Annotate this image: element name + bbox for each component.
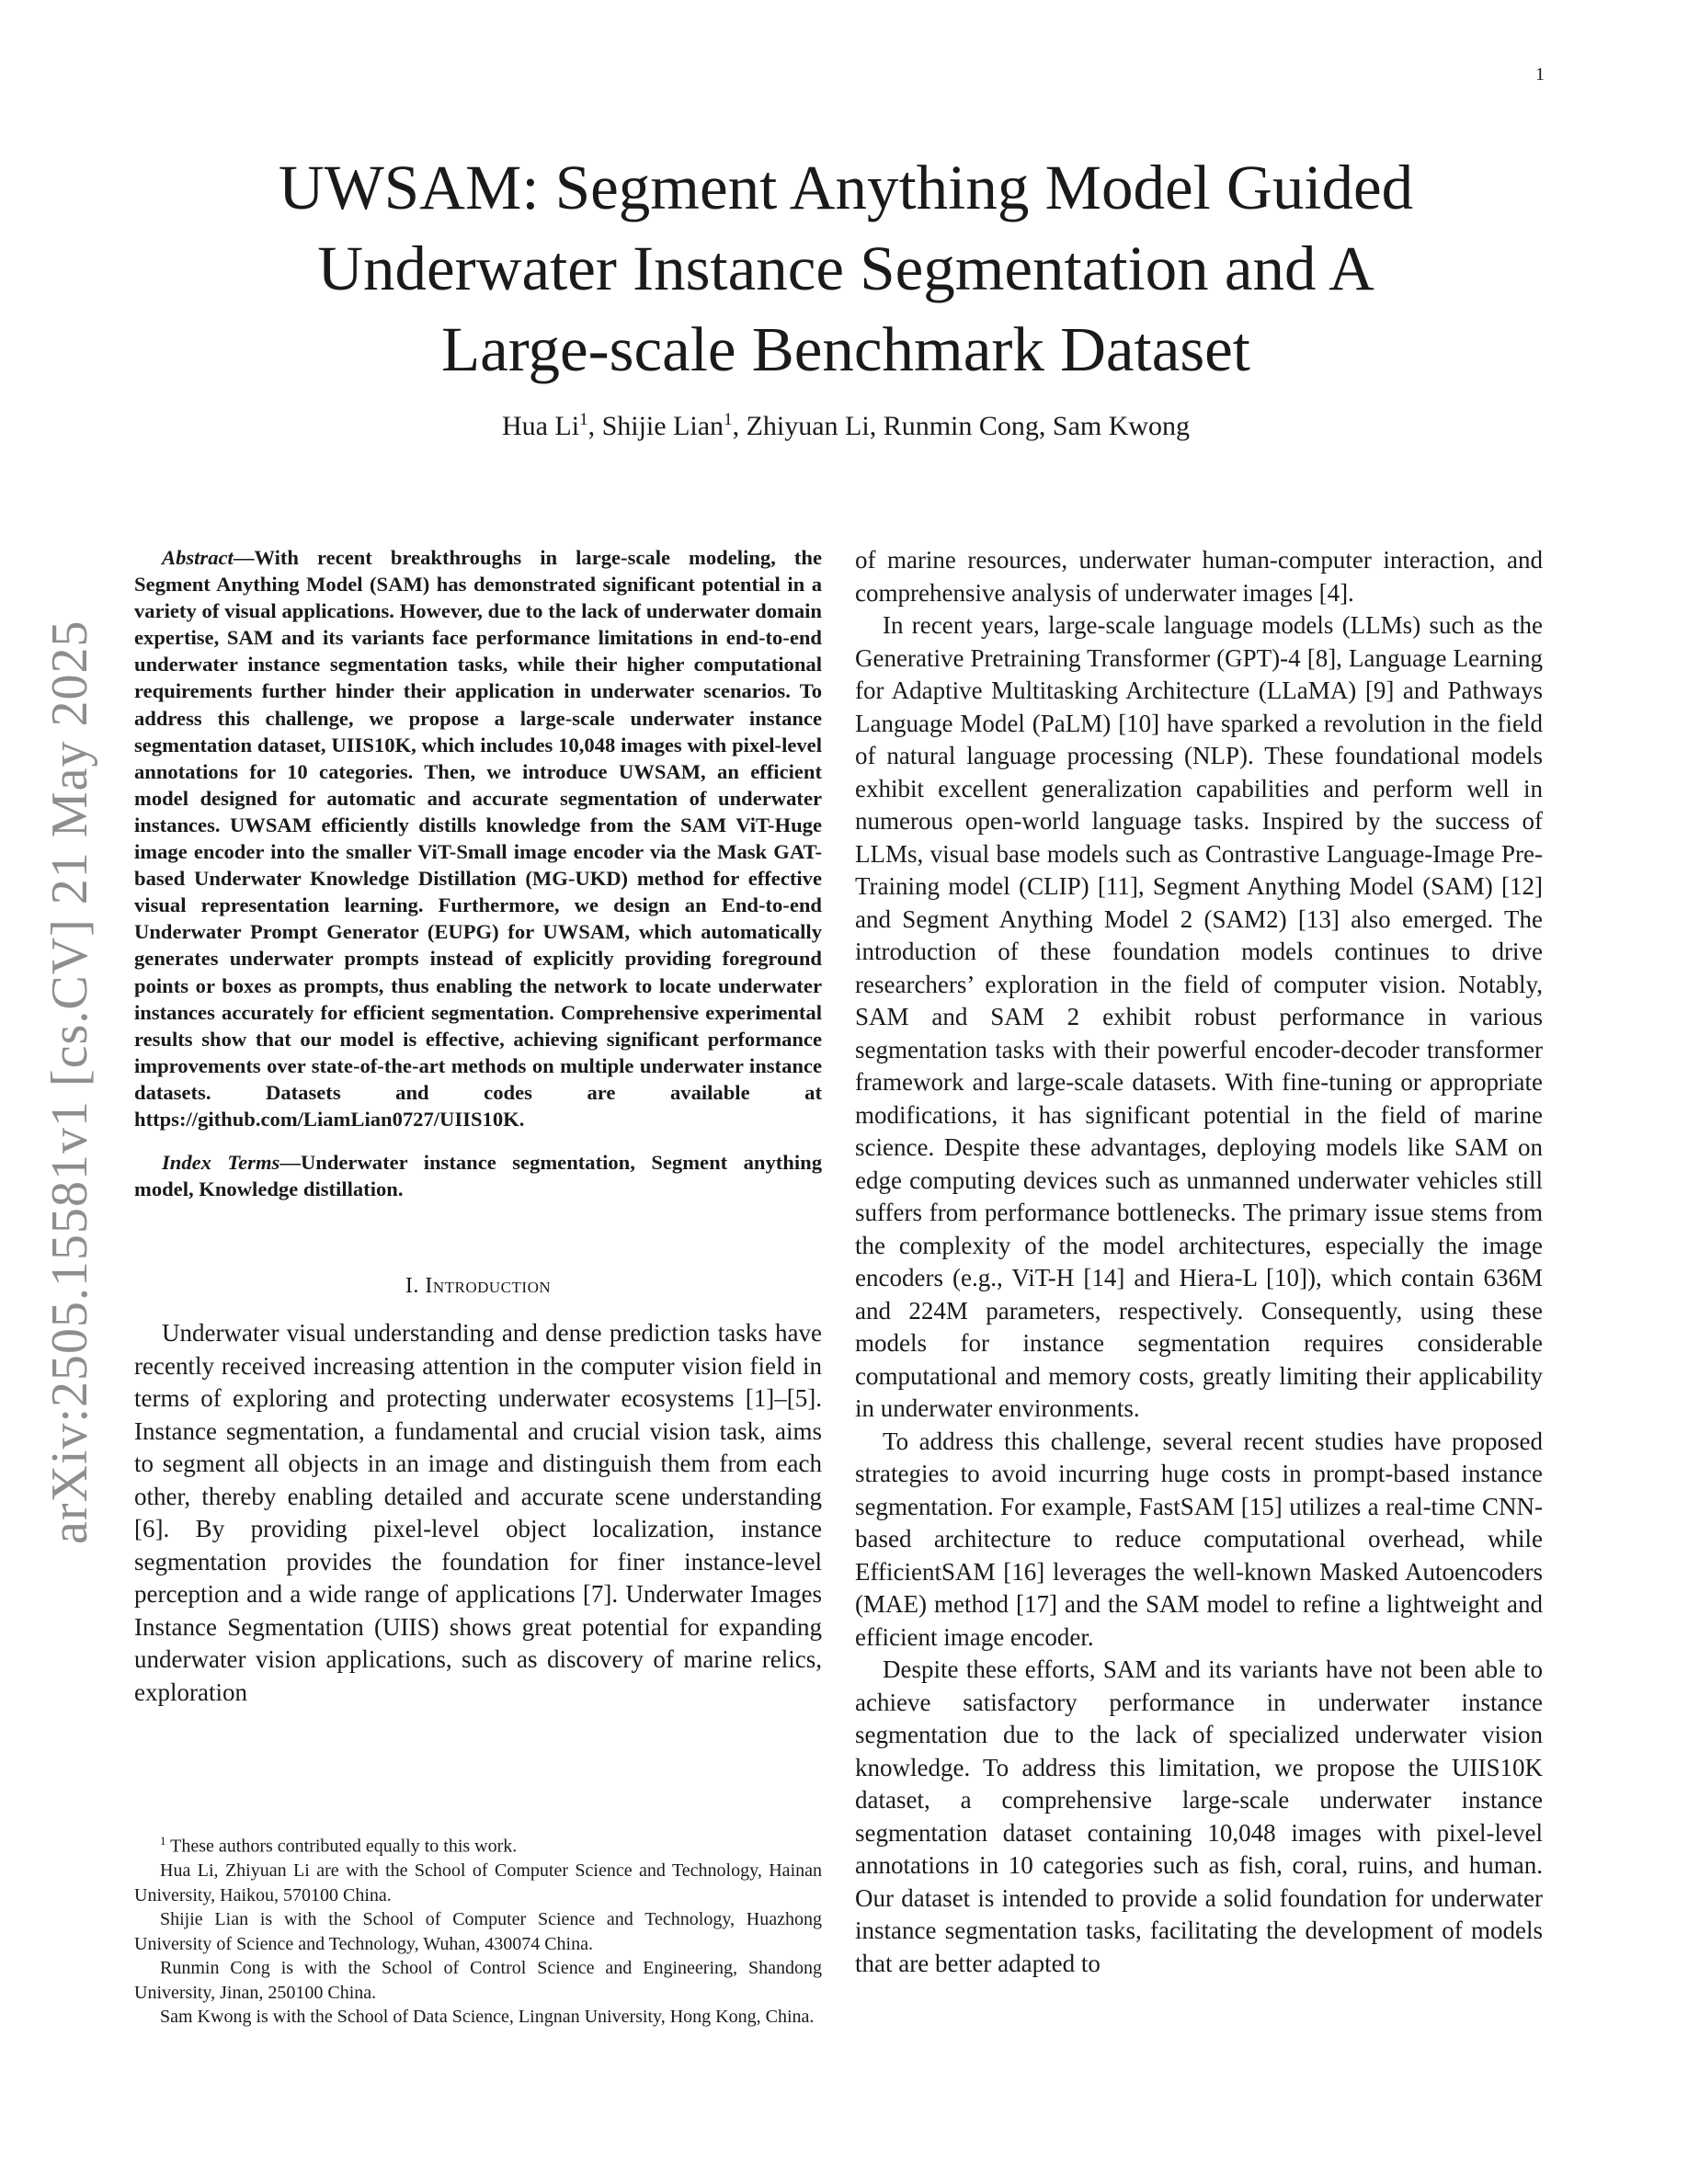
paper-title — [165, 147, 1526, 390]
footnote-mark: 1 — [160, 1834, 166, 1848]
section-numeral: I. — [405, 1274, 419, 1299]
body-paragraph: In recent years, large-scale language models (LLMs) such as the Generative Pretraining Transformer (GPT)-4 [8], Language Learning for Adaptive Multitasking Architecture (LLaMA) [9] and Pathways Language Model (PaLM) [10] have sparked a revolution in the field of natural language processing (NLP). These foundational models exhibit excellent generalization capabilities and perform well in numerous open-world language tasks. Inspired by the success of LLMs, visual base models such as Contrastive Language-Image Pre-Training model (CLIP) [11], Segment Anything Model (SAM) [12] and Segment Anything Model 2 (SAM2) [13] also emerged. The introduction of these foundation models continues to drive researchers’ exploration in the field of computer vision. Notably, SAM and SAM 2 exhibit robust performance in various segmentation tasks with their powerful encoder-decoder transformer framework and large-scale datasets. With fine-tuning or appropriate modifications, it has significant potential in the field of marine science. Despite these advantages, deploying models like SAM on edge computing devices such as unmanned underwater vehicles still suffers from performance bottlenecks. The primary issue stems from the complexity of the model architectures, especially the image encoders (e.g., ViT-H [14] and Hiera-L [10]), which contain 636M and 224M parameters, respectively. Consequently, using these models for instance segmentation requires considerable computational and memory costs, greatly limiting their applicability in underwater environments. — [855, 611, 1543, 1422]
section-title: Introduction — [425, 1274, 552, 1299]
author-names: , Zhiyuan Li, Runmin Cong, Sam Kwong — [732, 411, 1191, 441]
right-column — [855, 544, 1543, 1980]
index-terms-label: Index Terms — [162, 1151, 280, 1175]
body-paragraph: of marine resources, underwater human-computer interaction, and comprehensive analysis of underwater images [4]. — [855, 546, 1543, 607]
abstract — [134, 544, 822, 1132]
author-name: Hua Li — [501, 411, 580, 441]
footnote: Sam Kwong is with the School of Data Science, Lingnan University, Hong Kong, China. — [160, 2007, 815, 2028]
intro-paragraph: Underwater visual understanding and dense prediction tasks have recently received increasing attention in the computer vision field in terms of exploring and protecting underwater ecosystems [1]–[5]. Instance segmentation, a fundamental and crucial vision task, aims to segment all objects in an image and distinguish them from each other, thereby enabling detailed and accurate scene understanding [6]. By providing pixel-level object localization, instance segmentation provides the foundation for finer instance-level perception and a wide range of applications [7]. Underwater Images Instance Segmentation (UIIS) shows great potential for expanding underwater vision applications, such as discovery of marine relics, exploration — [134, 1319, 822, 1706]
title-line: UWSAM: Segment Anything Model Guided — [278, 153, 1414, 222]
left-column — [134, 544, 822, 1709]
body-paragraph: To address this challenge, several recent studies have proposed strategies to avoid incurring huge costs in prompt-based instance segmentation. For example, FastSAM [15] utilizes a real-time CNN-based architecture to reduce computational overhead, while EfficientSAM [16] leverages the well-known Masked Autoencoders (MAE) method [17] and the SAM model to refine a lightweight and efficient image encoder. — [855, 1427, 1543, 1651]
author-list — [165, 410, 1526, 442]
footnote: Runmin Cong is with the School of Control Science and Engineering, Shandong University, Jinan, 250100 China. — [134, 1958, 822, 2003]
index-terms-text: —Underwater instance segmentation, Segment anything model, Knowledge distillation. — [134, 1151, 823, 1201]
footnote-text: These authors contributed equally to this work. — [165, 1836, 518, 1857]
abstract-label: Abstract — [162, 546, 234, 569]
section-heading-introduction — [134, 1274, 822, 1299]
body-paragraph: Despite these efforts, SAM and its variants have not been able to achieve satisfactory performance in underwater instance segmentation due to the lack of specialized underwater vision knowledge. To address this limitation, we propose the UIIS10K dataset, a comprehensive large-scale underwater instance segmentation dataset containing 10,048 images with pixel-level annotations in 10 categories such as fish, coral, ruins, and human. Our dataset is intended to provide a solid foundation for underwater instance segmentation tasks, facilitating the development of models that are better adapted to — [855, 1655, 1543, 1977]
title-line: Large-scale Benchmark Dataset — [441, 314, 1250, 384]
abstract-text: —With recent breakthroughs in large-scale modeling, the Segment Anything Model (SAM) has demonstrated significant potential in a variety of visual applications. However, due to the lack of underwater domain expertise, SAM and its variants face performance limitations in end-to-end underwater instance segmentation tasks, while their higher computational requirements further hinder their application in underwater scenarios. To address this challenge, we propose a large-scale underwater instance segmentation dataset, UIIS10K, which includes 10,048 images with pixel-level annotations for 10 categories. Then, we introduce UWSAM, an efficient model designed for automatic and accurate segmentation of underwater instances. UWSAM efficiently distills knowledge from the SAM ViT-Huge image encoder into the smaller ViT-Small image encoder via the Mask GAT-based Underwater Knowledge Distillation (MG-UKD) method for effective visual representation learning. Furthermore, we design an End-to-end Underwater Prompt Generator (EUPG) for UWSAM, which automatically generates underwater prompts instead of explicitly providing foreground points or boxes as prompts, thus enabling the network to locate underwater instances accurately for efficient segmentation. Comprehensive experimental results show that our model is effective, achieving significant performance improvements over state-of-the-art methods on multiple underwater instance datasets. Datasets and codes are available at https://github.com/LiamLian0727/UIIS10K. — [134, 546, 822, 1131]
footnote — [134, 1829, 822, 1859]
title-line: Underwater Instance Segmentation and A — [317, 233, 1374, 303]
arxiv-identifier-stamp: arXiv:2505.15581v1 [cs.CV] 21 May 2025 — [41, 620, 98, 1544]
footnote: Shijie Lian is with the School of Computer Science and Technology, Huazhong University of Science and Technology, Wuhan, 430074 China. — [134, 1909, 822, 1954]
index-terms — [134, 1149, 822, 1202]
footnotes — [134, 1829, 822, 2030]
page-number: 1 — [1535, 64, 1545, 85]
author-footnote-mark: 1 — [579, 410, 588, 429]
author-name: , Shijie Lian — [587, 411, 724, 441]
footnote: Hua Li, Zhiyuan Li are with the School of Computer Science and Technology, Hainan University, Haikou, 570100 China. — [134, 1860, 822, 1905]
author-footnote-mark: 1 — [724, 410, 733, 429]
